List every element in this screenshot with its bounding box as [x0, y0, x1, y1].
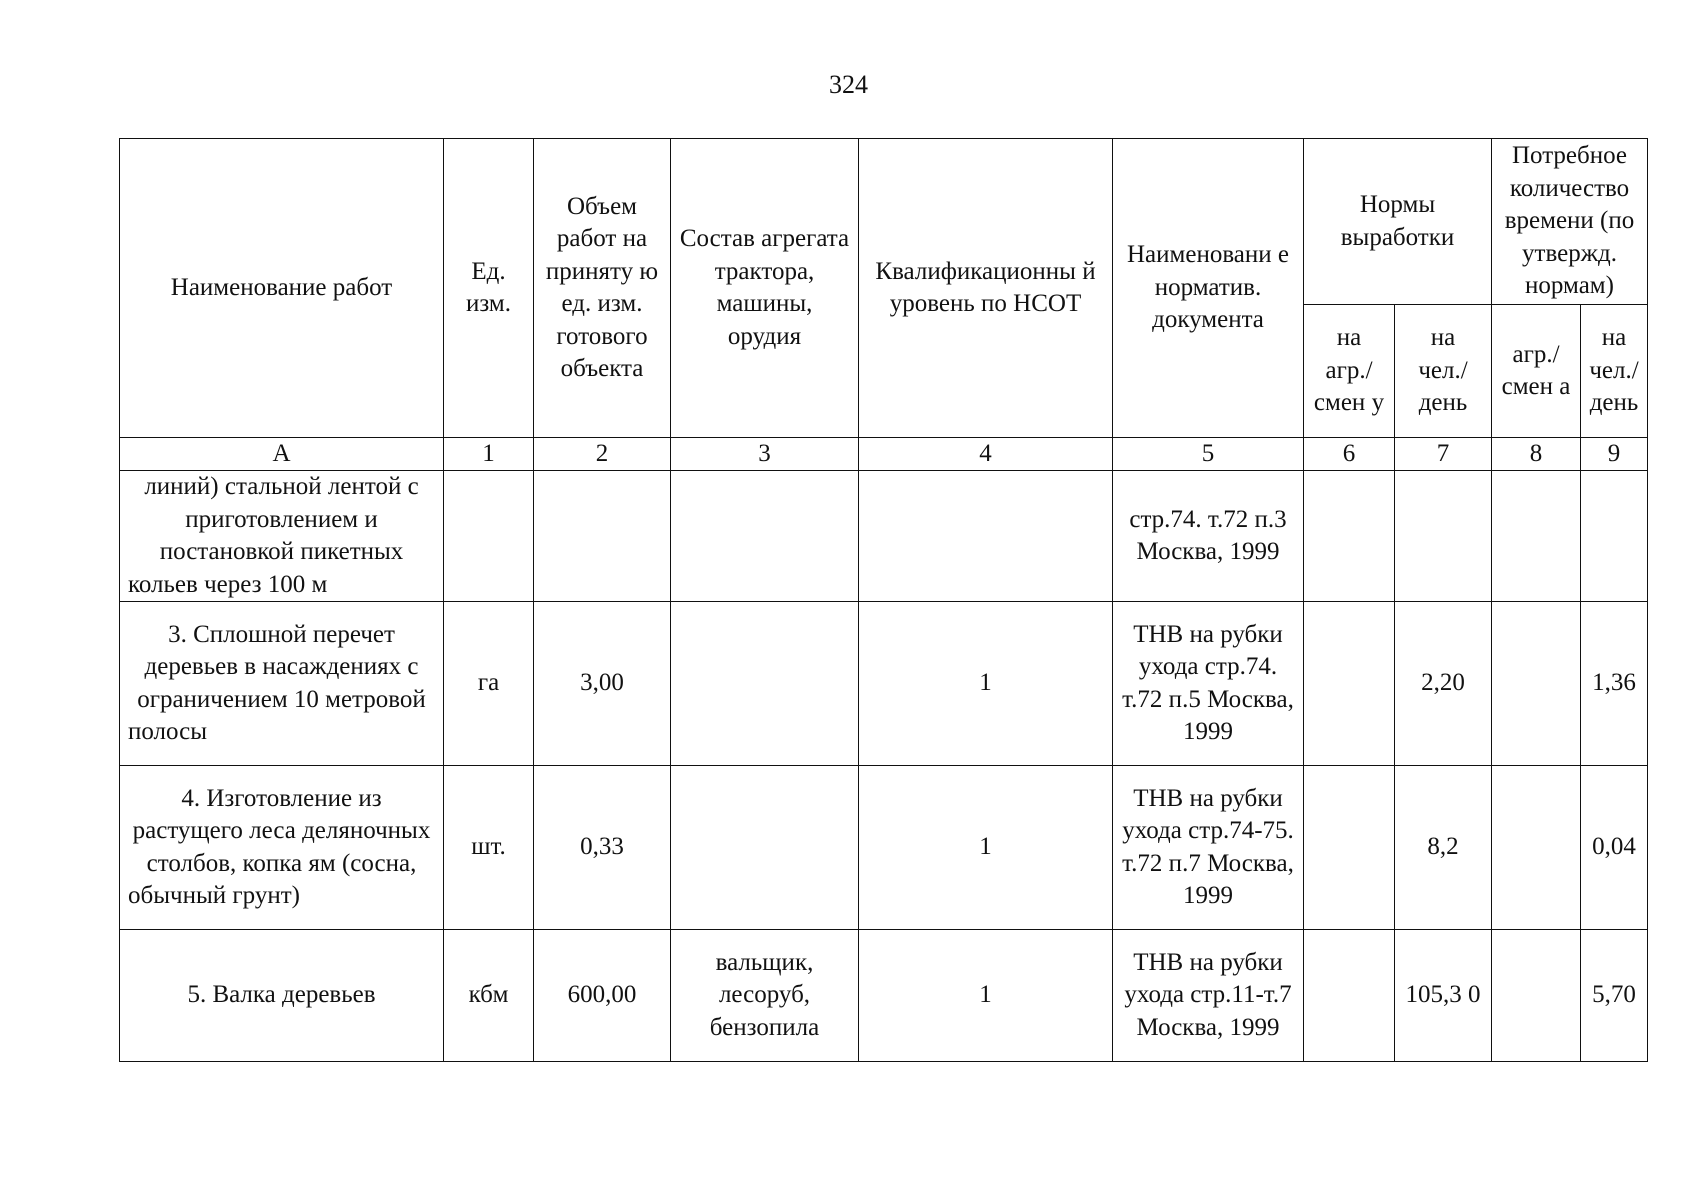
work-name-cell: линий) стальной лентой с приготовлением и постановкой пикетных кольев через 100 м [120, 471, 444, 602]
time-agr-cell [1492, 766, 1581, 930]
composition-cell [671, 471, 859, 602]
table-row [120, 602, 1648, 766]
header-document: Наименовани е норматив. документа [1113, 139, 1304, 438]
page-number: 324 [829, 70, 868, 99]
column-number: 4 [859, 438, 1113, 471]
document-cell: ТНВ на рубки ухода стр.74. т.72 п.5 Москва, 1999 [1113, 602, 1304, 766]
volume-cell: 0,33 [534, 766, 671, 930]
column-number: 7 [1395, 438, 1492, 471]
qualification-cell: 1 [859, 602, 1113, 766]
header-qualification: Квалификационны й уровень по НСОТ [859, 139, 1113, 438]
norm-man-cell: 2,20 [1395, 602, 1492, 766]
composition-cell [671, 766, 859, 930]
volume-cell: 600,00 [534, 930, 671, 1062]
time-agr-cell [1492, 930, 1581, 1062]
time-agr-cell [1492, 471, 1581, 602]
document-cell: ТНВ на рубки ухода стр.74-75. т.72 п.7 Москва, 1999 [1113, 766, 1304, 930]
header-row-1 [120, 139, 1648, 305]
column-number-row [120, 438, 1648, 471]
header-composition: Состав агрегата трактора, машины, орудия [671, 139, 859, 438]
header-norms-per-man: на чел./ день [1395, 305, 1492, 438]
norm-agr-cell [1304, 930, 1395, 1062]
column-number: 1 [444, 438, 534, 471]
column-number: 8 [1492, 438, 1581, 471]
composition-cell: вальщик, лесоруб, бензопила [671, 930, 859, 1062]
norm-agr-cell [1304, 471, 1395, 602]
header-required-time: Потребное количество времени (по утвержд. нормам) [1492, 139, 1648, 305]
column-number: А [120, 438, 444, 471]
work-norms-table [119, 138, 1648, 1062]
column-number: 2 [534, 438, 671, 471]
column-number: 5 [1113, 438, 1304, 471]
qualification-cell: 1 [859, 930, 1113, 1062]
time-man-cell [1581, 471, 1648, 602]
header-unit: Ед. изм. [444, 139, 534, 438]
volume-cell [534, 471, 671, 602]
header-volume: Объем работ на приняту ю ед. изм. готового объекта [534, 139, 671, 438]
qualification-cell: 1 [859, 766, 1113, 930]
header-time-per-man: на чел./ день [1581, 305, 1648, 438]
document-cell: ТНВ на рубки ухода стр.11-т.7 Москва, 1999 [1113, 930, 1304, 1062]
work-name-cell: 4. Изготовление из растущего леса деляночных столбов, копка ям (сосна, обычный грунт) [120, 766, 444, 930]
norm-man-cell: 105,3 0 [1395, 930, 1492, 1062]
work-name-cell: 5. Валка деревьев [120, 930, 444, 1062]
time-agr-cell [1492, 602, 1581, 766]
time-man-cell: 0,04 [1581, 766, 1648, 930]
time-man-cell: 1,36 [1581, 602, 1648, 766]
qualification-cell [859, 471, 1113, 602]
time-man-cell: 5,70 [1581, 930, 1648, 1062]
column-number: 6 [1304, 438, 1395, 471]
table-row [120, 930, 1648, 1062]
norm-man-cell: 8,2 [1395, 766, 1492, 930]
work-name-cell: 3. Сплошной перечет деревьев в насаждениях с ограничением 10 метровой полосы [120, 602, 444, 766]
unit-cell: га [444, 602, 534, 766]
table-row [120, 471, 1648, 602]
norm-man-cell [1395, 471, 1492, 602]
column-number: 9 [1581, 438, 1648, 471]
composition-cell [671, 602, 859, 766]
unit-cell: шт. [444, 766, 534, 930]
norm-agr-cell [1304, 766, 1395, 930]
header-time-per-agr: агр./ смен а [1492, 305, 1581, 438]
header-name: Наименование работ [120, 139, 444, 438]
unit-cell: кбм [444, 930, 534, 1062]
header-norms-per-agr: на агр./ смен у [1304, 305, 1395, 438]
table-row [120, 766, 1648, 930]
header-norms: Нормы выработки [1304, 139, 1492, 305]
volume-cell: 3,00 [534, 602, 671, 766]
document-cell: стр.74. т.72 п.3 Москва, 1999 [1113, 471, 1304, 602]
column-number: 3 [671, 438, 859, 471]
unit-cell [444, 471, 534, 602]
norm-agr-cell [1304, 602, 1395, 766]
